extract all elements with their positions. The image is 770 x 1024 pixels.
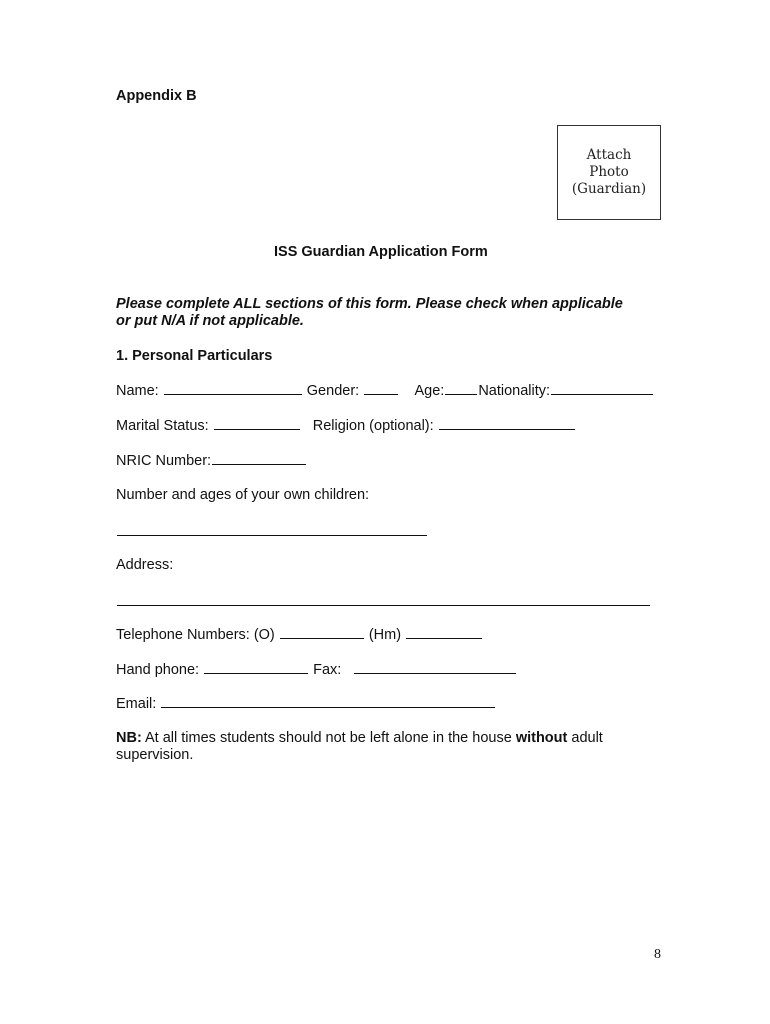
note-emphasis: without xyxy=(515,730,568,746)
row-telephone xyxy=(116,626,483,644)
instructions xyxy=(116,296,623,330)
appendix-label: Appendix B xyxy=(116,88,197,104)
photo-box-line-1: Attach xyxy=(586,147,632,163)
instructions-line-2: or put N/A if not applicable. xyxy=(116,313,304,329)
fax-field[interactable] xyxy=(354,661,516,674)
name-field[interactable] xyxy=(164,382,302,395)
section-heading-personal-particulars: 1. Personal Particulars xyxy=(116,348,273,364)
gender-label: Gender: xyxy=(306,383,360,399)
telephone-home-field[interactable] xyxy=(406,626,482,639)
handphone-label: Hand phone: xyxy=(116,662,200,678)
age-field[interactable] xyxy=(445,382,477,395)
instructions-line-1: Please complete ALL sections of this form. Please check when applicable xyxy=(116,296,623,312)
note-text-1: At all times students should not be left alone in the house xyxy=(141,730,516,746)
address-field[interactable] xyxy=(117,605,650,606)
email-label: Email: xyxy=(116,696,157,712)
photo-attachment-box[interactable] xyxy=(557,125,661,220)
religion-field[interactable] xyxy=(439,417,575,430)
marital-status-label: Marital Status: xyxy=(116,418,209,434)
row-email xyxy=(116,695,496,713)
row-name-gender-age-nationality xyxy=(116,382,654,400)
row-nric xyxy=(116,452,307,470)
note-line-2: supervision. xyxy=(116,747,194,763)
marital-status-field[interactable] xyxy=(214,417,300,430)
nric-field[interactable] xyxy=(212,452,306,465)
photo-box-line-2: Photo xyxy=(589,164,629,180)
religion-label: Religion (optional): xyxy=(312,418,434,434)
address-label: Address: xyxy=(116,557,174,573)
note-prefix: NB: xyxy=(116,730,142,746)
children-field[interactable] xyxy=(117,535,427,536)
handphone-field[interactable] xyxy=(204,661,308,674)
age-label: Age: xyxy=(414,383,445,399)
nationality-label: Nationality: xyxy=(478,383,551,399)
telephone-office-field[interactable] xyxy=(280,626,364,639)
form-title: ISS Guardian Application Form xyxy=(274,244,488,260)
supervision-note xyxy=(116,730,656,764)
telephone-home-label: (Hm) xyxy=(368,627,402,643)
email-field[interactable] xyxy=(161,695,495,708)
row-handphone-fax xyxy=(116,661,517,679)
nationality-field[interactable] xyxy=(551,382,653,395)
fax-label: Fax: xyxy=(313,662,342,678)
children-label: Number and ages of your own children: xyxy=(116,487,370,503)
note-text-2: adult xyxy=(567,730,603,746)
note-line-1 xyxy=(116,730,656,747)
page-number: 8 xyxy=(654,947,661,962)
photo-box-line-3: (Guardian) xyxy=(571,181,647,197)
row-marital-religion xyxy=(116,417,576,435)
name-label: Name: xyxy=(116,383,159,399)
nric-label: NRIC Number: xyxy=(116,453,212,469)
gender-field[interactable] xyxy=(364,382,398,395)
telephone-office-label: Telephone Numbers: (O) xyxy=(116,627,275,643)
